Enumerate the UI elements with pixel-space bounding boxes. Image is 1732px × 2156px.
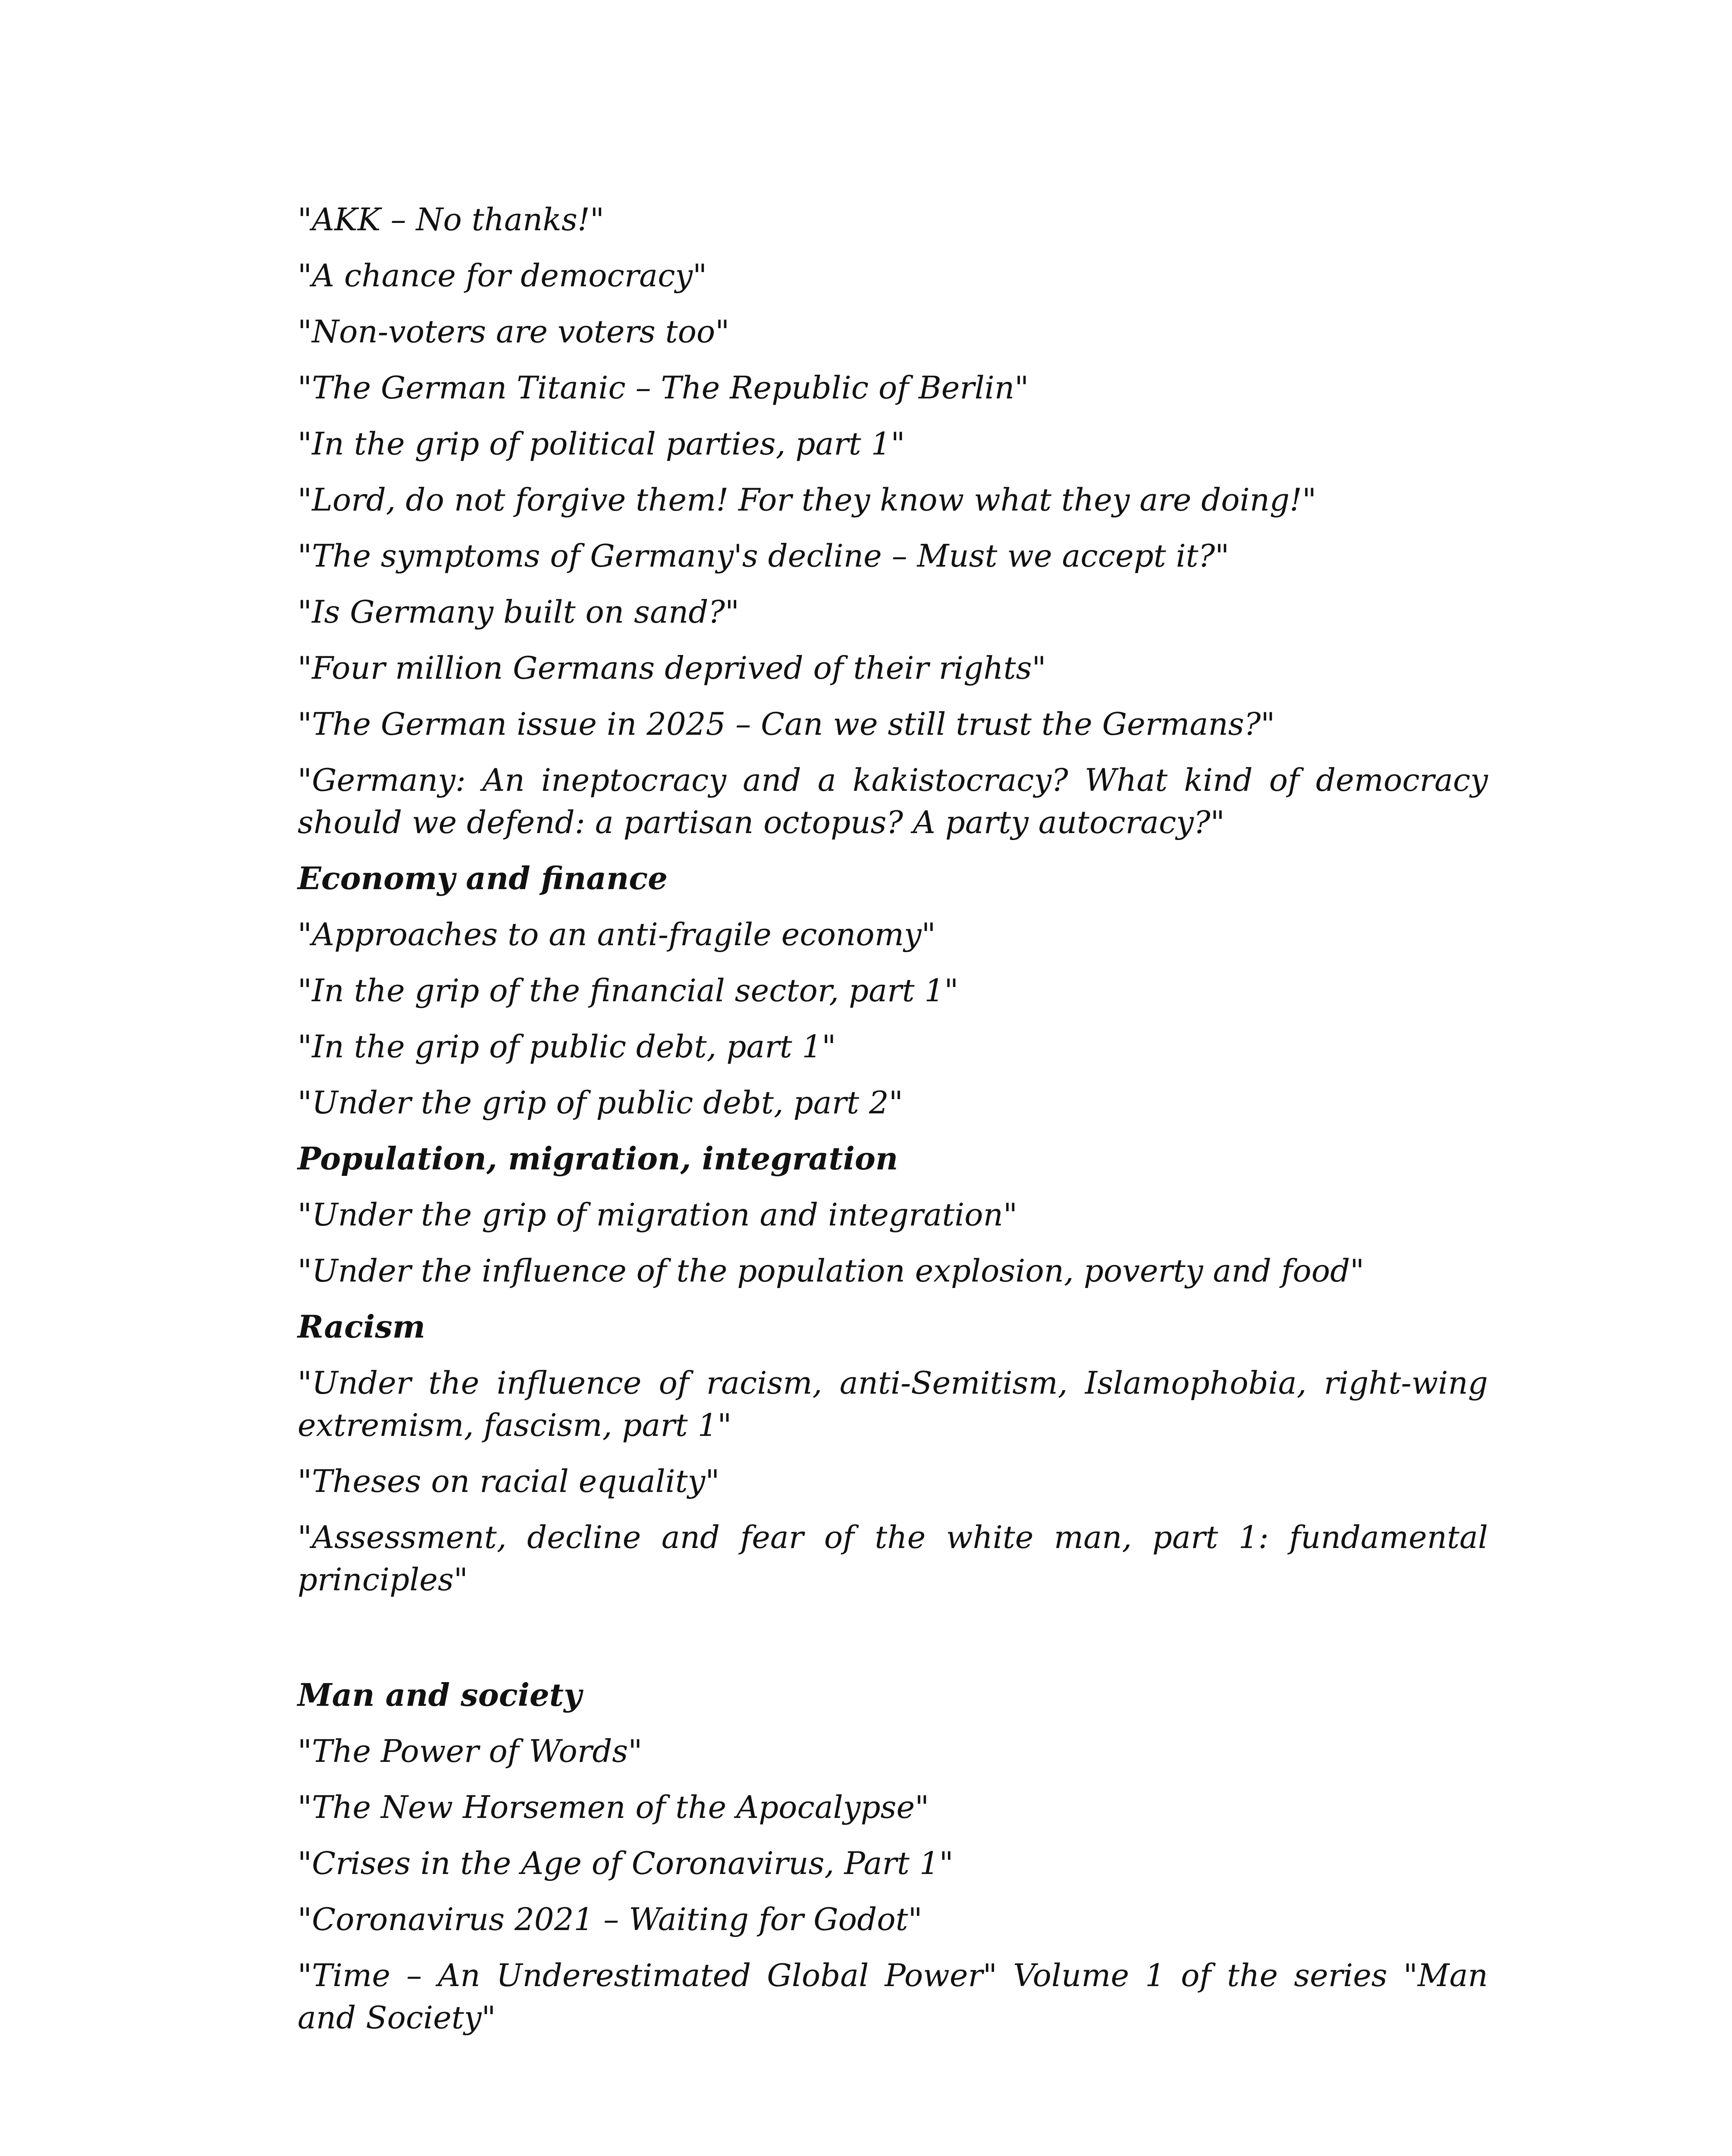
- list-item: "Under the grip of migration and integration": [298, 1197, 1018, 1233]
- book-list: [298, 198, 1488, 2053]
- section-heading: Racism: [298, 1308, 426, 1345]
- section-economy: [298, 857, 1488, 1124]
- list-item: "Approaches to an anti-fragile economy": [298, 916, 936, 953]
- section-politics: [298, 198, 1488, 843]
- list-item: "AKK – No thanks!": [298, 201, 604, 238]
- list-item: "In the grip of political parties, part 1": [298, 426, 905, 462]
- list-item: "Four million Germans deprived of their rights": [298, 650, 1046, 686]
- section-population: [298, 1138, 1488, 1292]
- list-item: "Under the grip of public debt, part 2": [298, 1084, 903, 1121]
- list-item: "Is Germany built on sand?": [298, 594, 740, 630]
- section-spacer: [298, 1614, 1488, 1670]
- list-item: "Under the influence of racism, anti-Semitism, Islamophobia, right-wing extremism, fascism, part 1": [298, 1365, 1488, 1443]
- list-item: "The New Horsemen of the Apocalypse": [298, 1789, 929, 1825]
- list-item: "Theses on racial equality": [298, 1463, 720, 1499]
- list-item: "Non-voters are voters too": [298, 313, 730, 350]
- section-heading: Man and society: [298, 1677, 582, 1713]
- list-item: "The German Titanic – The Republic of Berlin": [298, 370, 1029, 406]
- list-item: "Germany: An ineptocracy and a kakistocracy? What kind of democracy should we defend: a partisan octopus? A party autocracy?": [298, 762, 1488, 840]
- section-heading: Population, migration, integration: [298, 1140, 898, 1177]
- list-item: "Crises in the Age of Coronavirus, Part 1": [298, 1845, 954, 1881]
- section-man-and-society: [298, 1674, 1488, 2039]
- list-item: "Under the influence of the population explosion, poverty and food": [298, 1253, 1365, 1289]
- list-item: "Coronavirus 2021 – Waiting for Godot": [298, 1901, 922, 1937]
- list-item: "In the grip of the financial sector, part 1": [298, 972, 959, 1009]
- list-item: "The Power of Words": [298, 1733, 643, 1769]
- list-item: "The symptoms of Germany's decline – Must we accept it?": [298, 538, 1230, 574]
- list-item: "In the grip of public debt, part 1": [298, 1028, 836, 1065]
- section-heading: Economy and finance: [298, 860, 668, 896]
- list-item: "The German issue in 2025 – Can we still trust the Germans?": [298, 706, 1275, 742]
- list-item: "Lord, do not forgive them! For they know what they are doing!": [298, 482, 1317, 518]
- list-item: "Time – An Underestimated Global Power" Volume 1 of the series "Man and Society": [298, 1957, 1488, 2036]
- section-racism: [298, 1306, 1488, 1601]
- list-item: "A chance for democracy": [298, 257, 707, 294]
- list-item: "Assessment, decline and fear of the white man, part 1: fundamental principles": [298, 1519, 1488, 1598]
